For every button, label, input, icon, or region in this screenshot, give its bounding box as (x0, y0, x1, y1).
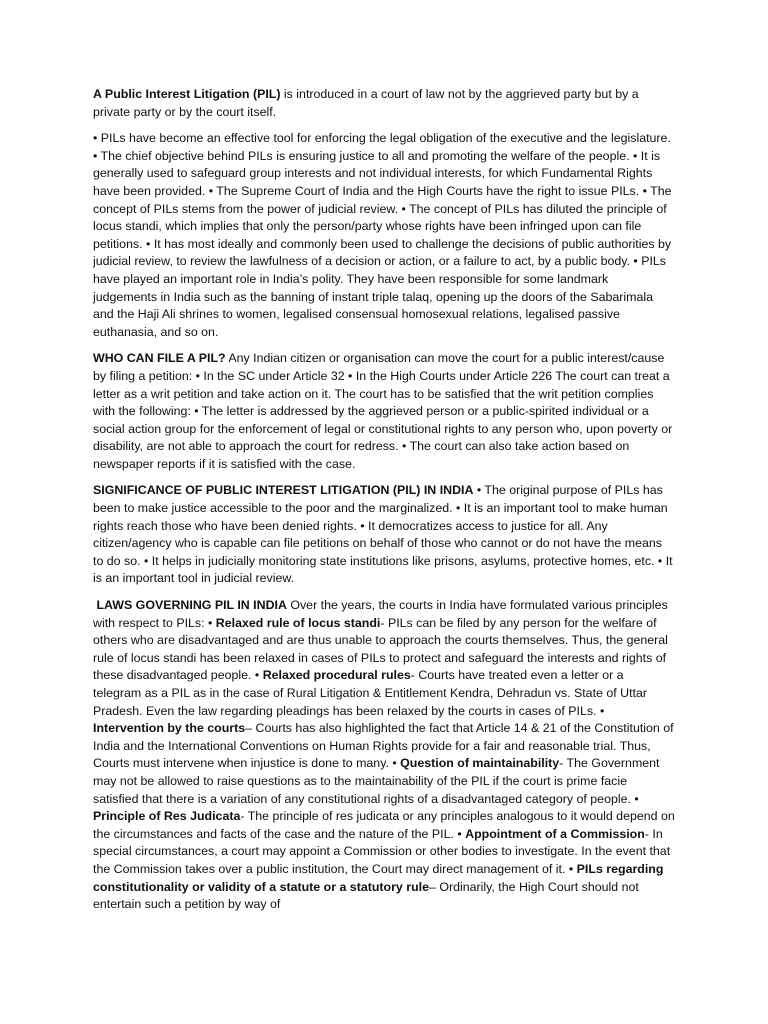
laws-item-text: – Ordinarily, the High Court should not entertain such a petition by way of (93, 879, 639, 912)
intro-heading: A Public Interest Litigation (PIL) (93, 87, 281, 101)
who-can-file-heading: WHO CAN FILE A PIL? (93, 351, 226, 366)
laws-item-title: Relaxed procedural rules (262, 668, 411, 683)
laws-item-title: Principle of Res Judicata (93, 809, 241, 824)
laws-item-text: - Courts have treated even a letter or a telegram as a PIL as in the case of Rural Litigation & Entitlement Kendra, Dehradun vs. State of Uttar Pradesh. Even the law regarding pleadings has been relaxed by the courts in cases of PILs. • (93, 668, 647, 718)
significance-heading: SIGNIFICANCE OF PUBLIC INTEREST LITIGATION (PIL) IN INDIA (93, 483, 474, 498)
intro-text: is introduced in a court of law not by the aggrieved party but by a private party or by the court itself. (93, 87, 639, 119)
laws-item-text: - The Government may not be allowed to raise questions as to the maintainability of the PIL if the court is prime facie satisfied that there is a variation of any constitutional rights of a disadvantaged category of people. • (93, 756, 660, 806)
laws-item-title: Question of maintainability (400, 756, 560, 771)
laws-item-text: - In special circumstances, a court may appoint a Commission or other bodies to investigate. In the event that the Commission takes over a public institution, the Court may direct management of it. • (93, 826, 671, 876)
who-can-file-paragraph (93, 350, 675, 473)
laws-intro: Over the years, the courts in India have formulated various principles with respect to PILs: • (93, 598, 668, 630)
laws-item-text: - The principle of res judicata or any principles analogous to it would depend on the circumstances and facts of the case and the nature of the PIL. • (93, 809, 675, 841)
laws-item-title: Appointment of a Commission (465, 826, 645, 841)
laws-heading: LAWS GOVERNING PIL IN INDIA (93, 598, 287, 613)
who-can-file-text: Any Indian citizen or organisation can move the court for a public interest/cause by filing a petition: • In the SC under Article 32 • In the High Courts under Article 226 The court can treat a letter as a writ petition and take action on it. The court has to be satisfied that the writ petition complies with the following: • The letter is addressed by the aggrieved person or a public-spirited individual or a social action group for the enforcement of legal or constitutional rights to any person who, upon poverty or disability, are not able to approach the court for redress. • The court can also take action based on newspaper reports if it is satisfied with the case. (93, 351, 673, 471)
laws-item-title: PILs regarding constitutionality or validity of a statute or a statutory rule (93, 861, 664, 894)
significance-paragraph (93, 482, 675, 588)
document-page (93, 86, 675, 923)
laws-item-title: Intervention by the courts (93, 721, 246, 736)
laws-item-text: – Courts has also highlighted the fact that Article 14 & 21 of the Constitution of India and the International Conventions on Human Rights provide for a fair and reasonable trial. Thus, Courts must intervene when injustice is done to many. • (93, 721, 674, 771)
significance-text: • The original purpose of PILs has been to make justice accessible to the poor and the marginalized. • It is an important tool to make human rights reach those who have been denied rights. • It democratizes access to justice for all. Any citizen/agency who is capable can file petitions on behalf of those who cannot or do not have the means to do so. • It helps in judicially monitoring state institutions like prisons, asylums, protective homes, etc. • It is an important tool in judicial review. (93, 483, 673, 586)
laws-item-title: Relaxed rule of locus standi (215, 615, 381, 630)
laws-paragraph (93, 597, 675, 914)
laws-item-text: - PILs can be filed by any person for the welfare of others who are disadvantaged and are thus unable to approach the courts themselves. Thus, the general rule of locus standi has been relaxed in cases of PILs to protect and safeguard the interests and rights of these disadvantaged people. • (93, 615, 668, 683)
overview-paragraph: • PILs have become an effective tool for enforcing the legal obligation of the executive and the legislature. • The chief objective behind PILs is ensuring justice to all and promoting the welfare of the people. • It is generally used to safeguard group interests and not individual interests, for which Fundamental Rights have been provided. • The Supreme Court of India and the High Courts have the right to issue PILs. • The concept of PILs stems from the power of judicial review. • The concept of PILs has diluted the principle of locus standi, which implies that only the person/party whose rights have been infringed upon can file petitions. • It has most ideally and commonly been used to challenge the decisions of public authorities by judicial review, to review the lawfulness of a decision or action, or a failure to act, by a public body. • PILs have played an important role in India’s polity. They have been responsible for some landmark judgements in India such as the banning of instant triple talaq, opening up the doors of the Sabarimala and the Haji Ali shrines to women, legalised consensual homosexual relations, legalised passive euthanasia, and so on. (93, 131, 672, 339)
intro-paragraph (93, 86, 675, 121)
